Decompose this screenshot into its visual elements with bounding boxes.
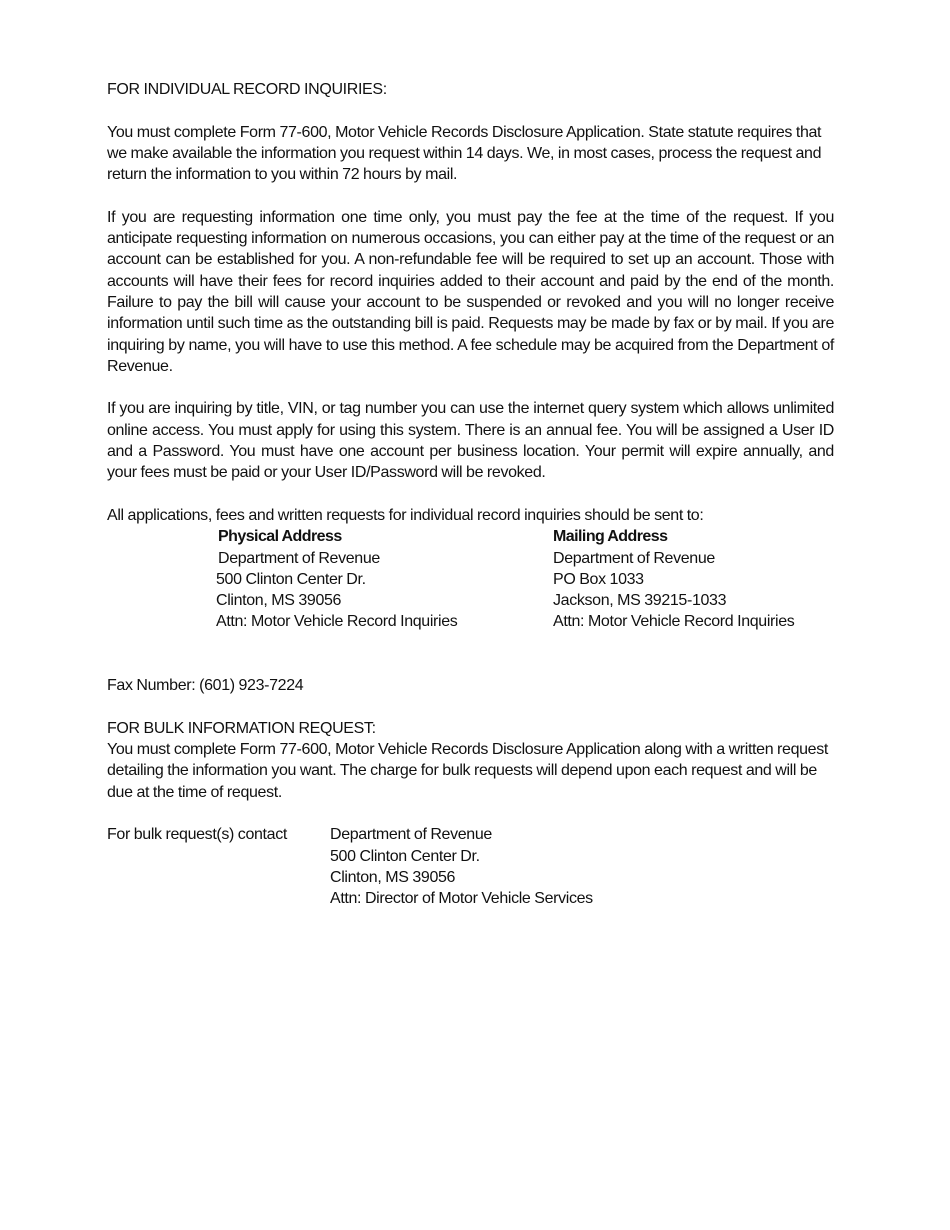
- individual-para-fees: If you are requesting information one time only, you must pay the fee at the time of the request. If you anticipate requesting information on numerous occasions, you can either pay at the time of the request or an account can be established for you. A non-refundable fee will be required to set up an account. Those with accounts will have their fees for record inquiries added to their account and paid by the end of the month. Failure to pay the bill will cause your account to be suspended or revoked and you will no longer receive information until such time as the outstanding bill is paid. Requests may be made by fax or by mail. If you are inquiring by name, you will have to use this method. A fee schedule may be acquired from the Department of Revenue.: [107, 208, 834, 375]
- bulk-address-line: 500 Clinton Center Dr.: [330, 847, 480, 865]
- address-block: [107, 526, 834, 632]
- bulk-contact-label: For bulk request(s) contact: [107, 826, 287, 844]
- mailing-address-title: Mailing Address: [553, 528, 668, 546]
- mailing-address-line: Attn: Motor Vehicle Record Inquiries: [553, 613, 795, 631]
- individual-para-internet: If you are inquiring by title, VIN, or tag number you can use the internet query system which allows unlimited online access. You must apply for using this system. There is an annual fee. You will be assigned a User ID and a Password. You must have one account per business location. Your permit will expire annually, and your fees must be paid or your User ID/Password will be revoked.: [107, 400, 834, 482]
- mailing-address-line: PO Box 1033: [553, 570, 644, 588]
- individual-heading: FOR INDIVIDUAL RECORD INQUIRIES:: [107, 81, 387, 98]
- bulk-address-line: Department of Revenue: [330, 826, 492, 844]
- mailing-address: [553, 526, 794, 632]
- mailing-address-line: Jackson, MS 39215-1033: [553, 592, 727, 610]
- mailing-address-line: Department of Revenue: [553, 549, 715, 567]
- bulk-address-line: Clinton, MS 39056: [330, 868, 456, 886]
- bulk-heading: FOR BULK INFORMATION REQUEST:: [107, 719, 376, 737]
- individual-para-form: You must complete Form 77-600, Motor Vehicle Records Disclosure Application. State statute requires that we make available the information you request within 14 days. We, in most cases, process the request and return the information to you within 72 hours by mail.: [107, 123, 822, 184]
- physical-address-title: Physical Address: [218, 528, 342, 546]
- physical-address: [216, 526, 457, 632]
- bulk-address-line: Attn: Director of Motor Vehicle Services: [330, 890, 593, 908]
- physical-address-line: 500 Clinton Center Dr.: [216, 570, 366, 588]
- bulk-contact: [107, 824, 834, 910]
- physical-address-line: Department of Revenue: [218, 549, 380, 567]
- bulk-address: [330, 824, 593, 909]
- physical-address-line: Attn: Motor Vehicle Record Inquiries: [216, 613, 458, 631]
- send-to-text: All applications, fees and written requests for individual record inquiries should be sent to:: [107, 506, 704, 524]
- fax-number: Fax Number: (601) 923-7224: [107, 677, 304, 695]
- physical-address-line: Clinton, MS 39056: [216, 592, 342, 610]
- bulk-para: You must complete Form 77-600, Motor Vehicle Records Disclosure Application along with a written request detailing the information you want. The charge for bulk requests will depend upon each request and will be due at the time of request.: [107, 741, 828, 801]
- document-page: [107, 79, 834, 910]
